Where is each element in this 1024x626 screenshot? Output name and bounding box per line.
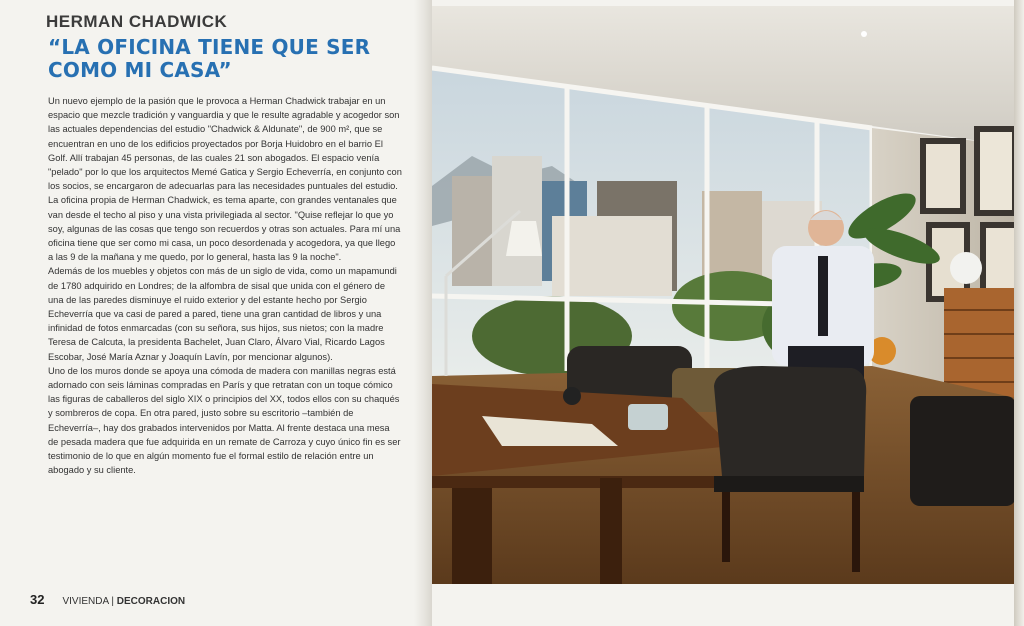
desk-leg [600, 478, 622, 584]
page-gutter [414, 0, 432, 626]
desk-edge [432, 476, 732, 488]
globe-lamp [950, 252, 982, 284]
article-headline [48, 36, 402, 82]
headline-line-1: “LA OFICINA TIENE QUE SER [48, 35, 371, 59]
framed-print [986, 228, 1014, 296]
ashtray [628, 404, 668, 430]
page-edge [1014, 0, 1024, 626]
armchair-leg [852, 492, 860, 572]
article-body [48, 94, 402, 477]
paragraph: Uno de los muros donde se apoya una cómoda de madera con manillas negras está adornado con seis láminas compradas en París y que retratan con un toque cómico las figuras de caballeros del siglo XIX o principios del XX, todos ellos con su chaqués y sombreros de copa. En otra pared, justo sobre su escritorio –también de Echeverría–, hay dos grabados intervenidos por Matta. Al frente destaca una mesa de pesada madera que fue adquirida en un remate de Carroza y cuyo único fin es ser testimonio de lo que en algún momento fue el formal estilo de relación entre un abogado y su cliente. [48, 365, 401, 476]
armchair-seat [714, 476, 864, 492]
building [452, 176, 492, 286]
paragraph: Además de los muebles y objetos con más de un siglo de vida, como un mapamundi de 1780 adquirido en Londres; de la alfombra de sisal que unida con el género de una de las paredes disminuye el ruido exterior y del estante hecho por Sergio Echeverría que va casi de pared a pared, tiene una gran cantidad de libros y una infinidad de fotos enmarcadas (con su señora, sus hijos, sus nietos; con la madre Teresa de Calcuta, la presidenta Bachelet, Juan Claro, Álvaro Vial, Ricardo Lagos Escobar, José María Aznar y Joaquín Lavín, por mencionar algunos). [48, 266, 397, 362]
paragraph: La oficina propia de Herman Chadwick, es tema aparte, con grandes ventanales que van desde el techo al piso y una vista privilegiada al sector. "Quise reflejar lo que yo soy, algunas de las cosas que tengo son recuerdos y otras son actuales. Para mí una oficina tiene que ser como mi casa, un poco desordenada y acogedora, ya que llego a las 9 de la mañana y me quedo, por lo general, hasta las 9 la noche". [48, 195, 401, 263]
article-kicker: HERMAN CHADWICK [46, 12, 228, 31]
framed-print [980, 132, 1012, 210]
framed-print [926, 144, 960, 208]
office-photo-illustration [432, 6, 1016, 584]
desk-leg [452, 488, 492, 584]
sofa [910, 396, 1016, 506]
article-column [46, 12, 402, 477]
section-separator: | [111, 596, 114, 607]
armchair [714, 366, 866, 476]
page-footer [30, 592, 185, 607]
section-name: DECORACION [116, 596, 186, 607]
building [552, 216, 672, 296]
paragraph: Un nuevo ejemplo de la pasión que le provoca a Herman Chadwick trabajar en un espacio que mezcle tradición y vanguardia y que le resulte agradable y acogedor son las actuales dependencias del estudio "Chadwick & Aldunate", de 900 m², que se encuentran en uno de los edificios proyectados por Borja Huidobro en el barrio El Golf. Allí trabajan 45 personas, de las cuales 21 son abogados. El espacio venía "pelado" por lo que los arquitectos Memé Gatica y Sergio Echeverría, en conjunto con los socios, se encargaron de adecuarlas para las necesidades puntuales del estudio. [48, 96, 402, 192]
floor-lamp-shade [506, 221, 542, 256]
armchair-leg [722, 492, 730, 562]
headline-line-2: COMO MI CASA” [48, 58, 232, 82]
building [702, 191, 762, 281]
section-label [62, 596, 185, 607]
desk-ornament [563, 387, 581, 405]
office-photo [432, 6, 1016, 584]
ceiling-light [861, 31, 867, 37]
magazine-name: VIVIENDA [62, 596, 109, 607]
page-number: 32 [30, 592, 45, 607]
